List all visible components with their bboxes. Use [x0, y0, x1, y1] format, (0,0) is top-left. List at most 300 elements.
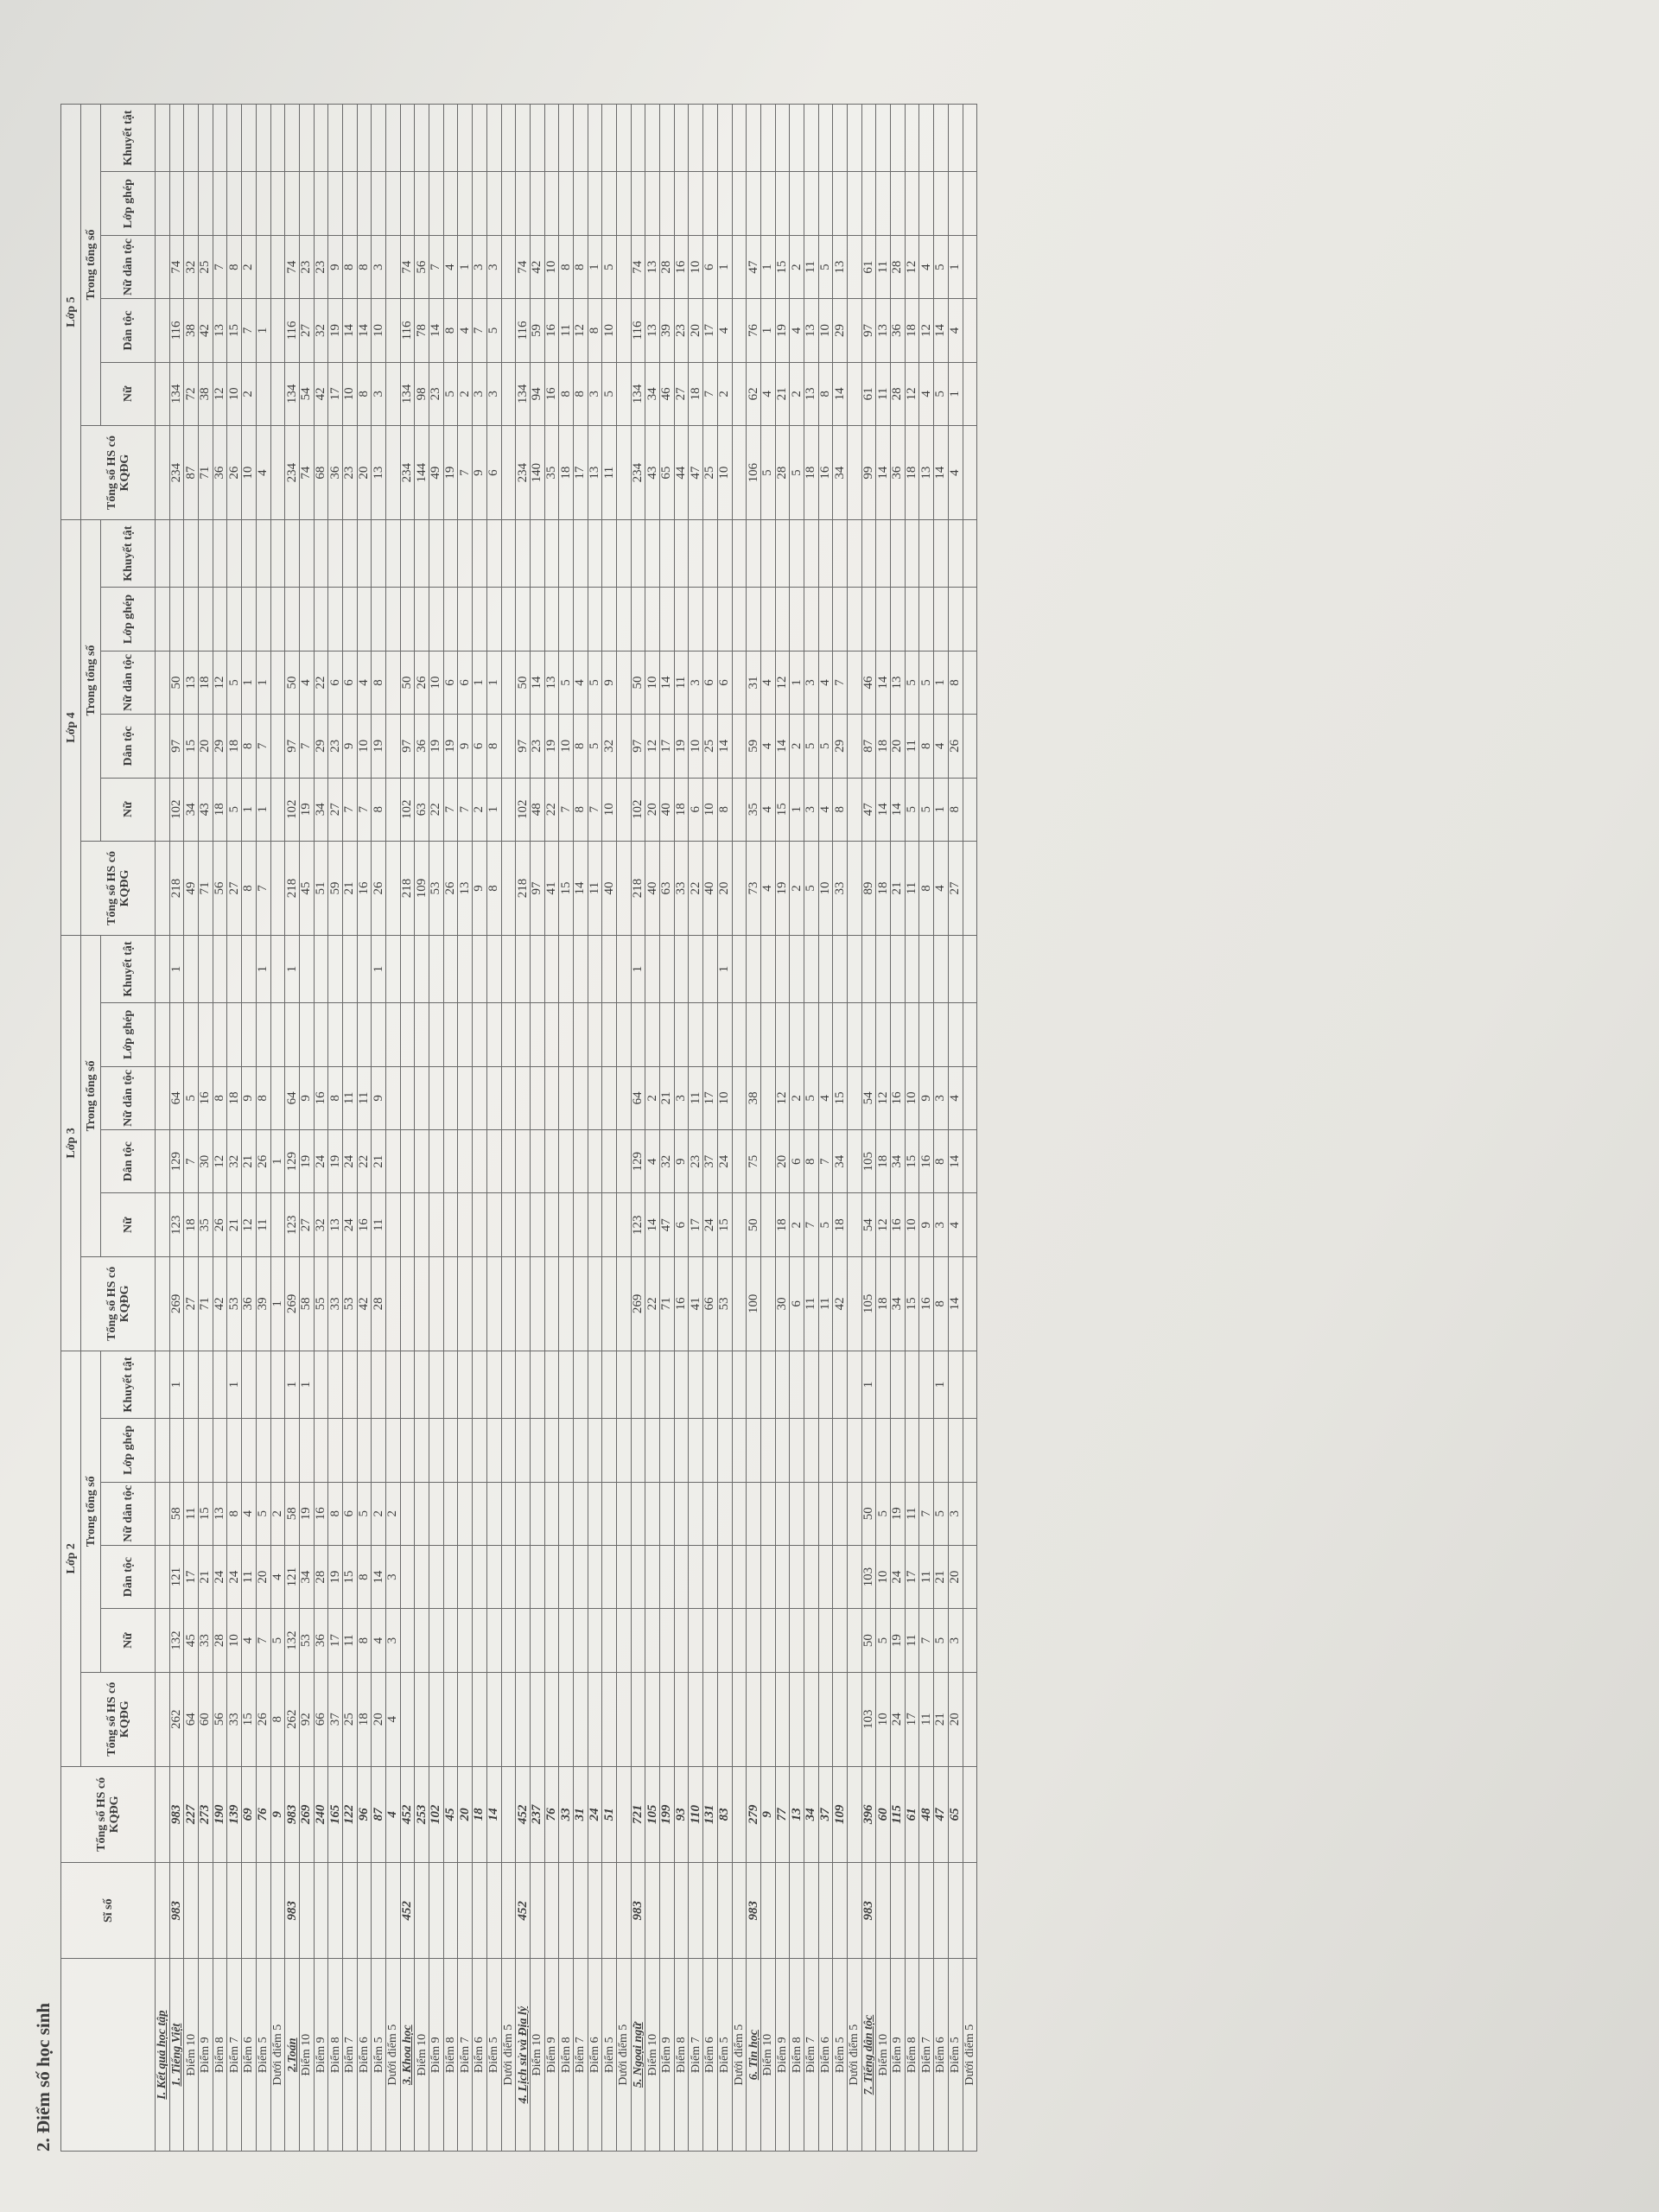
data-cell — [804, 1003, 818, 1066]
total-cell: 33 — [559, 1766, 574, 1862]
table-row — [473, 105, 487, 2152]
table-row — [617, 105, 632, 2152]
data-cell — [703, 1545, 718, 1608]
data-cell: 4 — [357, 651, 372, 714]
table-row — [328, 105, 343, 2152]
data-cell — [285, 520, 300, 588]
data-cell — [848, 426, 862, 520]
data-cell — [415, 1130, 429, 1193]
si-so-cell — [429, 1863, 444, 1959]
row-label: I. Kết quả học tập — [156, 1959, 170, 2152]
data-cell — [617, 362, 632, 425]
data-cell — [818, 935, 833, 1002]
data-cell — [357, 1419, 372, 1482]
data-cell — [473, 1066, 487, 1129]
data-cell — [559, 1193, 574, 1256]
data-cell: 34 — [299, 1545, 314, 1608]
data-cell — [270, 235, 285, 298]
data-cell: 61 — [861, 235, 876, 298]
data-cell — [443, 1066, 458, 1129]
data-cell — [443, 588, 458, 651]
data-cell: 12 — [213, 1130, 227, 1193]
data-cell — [372, 105, 386, 172]
data-cell: 4 — [934, 842, 949, 936]
data-cell — [732, 426, 747, 520]
si-so-cell — [963, 1863, 977, 1959]
data-cell: 15 — [559, 842, 574, 936]
data-cell: 14 — [934, 426, 949, 520]
data-cell — [400, 1482, 415, 1545]
data-cell — [386, 778, 401, 841]
data-cell: 54 — [861, 1066, 876, 1129]
data-cell: 89 — [861, 842, 876, 936]
data-cell — [717, 1351, 732, 1418]
data-cell — [747, 1482, 761, 1545]
data-cell — [256, 362, 270, 425]
table-row — [357, 105, 372, 2152]
data-cell: 20 — [645, 778, 660, 841]
data-cell: 29 — [833, 299, 848, 362]
data-cell — [848, 1482, 862, 1545]
data-cell: 16 — [674, 235, 689, 298]
table-row — [270, 105, 285, 2152]
si-so-cell — [573, 1863, 588, 1959]
data-cell: 9 — [458, 715, 473, 778]
data-cell — [631, 588, 645, 651]
data-cell — [848, 1066, 862, 1129]
data-cell: 42 — [213, 1256, 227, 1351]
data-cell: 64 — [285, 1066, 300, 1129]
data-cell: 5 — [602, 235, 617, 298]
data-cell: 12 — [919, 299, 934, 362]
data-cell: 15 — [199, 1482, 213, 1545]
data-cell — [516, 520, 531, 588]
data-cell: 53 — [227, 1256, 242, 1351]
data-cell — [645, 1609, 660, 1672]
data-cell — [227, 520, 242, 588]
data-cell: 10 — [602, 299, 617, 362]
row-label: Điểm 6 — [934, 1959, 949, 2152]
data-cell: 16 — [818, 426, 833, 520]
data-cell: 10 — [544, 235, 559, 298]
data-cell: 41 — [544, 842, 559, 936]
data-cell — [270, 1066, 285, 1129]
data-cell — [588, 588, 602, 651]
data-cell: 99 — [861, 426, 876, 520]
data-cell: 14 — [948, 1256, 963, 1351]
data-cell — [429, 105, 444, 172]
data-cell — [631, 105, 645, 172]
data-cell: 6 — [342, 1482, 357, 1545]
data-cell — [948, 935, 963, 1002]
data-cell — [501, 235, 516, 298]
data-cell: 16 — [199, 1066, 213, 1129]
data-cell: 1 — [948, 362, 963, 425]
total-cell: 60 — [876, 1766, 891, 1862]
data-cell — [876, 1351, 891, 1418]
data-cell — [760, 105, 775, 172]
data-cell: 3 — [473, 235, 487, 298]
data-cell — [256, 588, 270, 651]
table-row — [199, 105, 213, 2152]
data-cell: 27 — [299, 1193, 314, 1256]
data-cell — [760, 1003, 775, 1066]
data-cell — [486, 1419, 501, 1482]
data-cell — [790, 1351, 804, 1418]
data-cell — [631, 1672, 645, 1766]
data-cell — [357, 1351, 372, 1418]
data-cell: 5 — [919, 778, 934, 841]
table-row — [156, 105, 170, 2152]
data-cell: 10 — [905, 1193, 919, 1256]
data-cell: 4 — [299, 651, 314, 714]
data-cell — [717, 1545, 732, 1608]
total-cell: 13 — [790, 1766, 804, 1862]
data-cell — [415, 1066, 429, 1129]
data-cell: 22 — [645, 1256, 660, 1351]
si-so-cell — [156, 1863, 170, 1959]
data-cell: 24 — [717, 1130, 732, 1193]
data-cell — [270, 1419, 285, 1482]
data-cell: 8 — [256, 1066, 270, 1129]
data-cell — [631, 1482, 645, 1545]
header-dan-toc: Dân tộc — [101, 715, 156, 778]
data-cell — [775, 1003, 790, 1066]
data-cell: 11 — [342, 1609, 357, 1672]
data-cell: 11 — [342, 1066, 357, 1129]
data-cell — [458, 1419, 473, 1482]
data-cell — [386, 935, 401, 1002]
data-cell — [516, 1351, 531, 1418]
data-cell: 6 — [473, 715, 487, 778]
data-cell — [804, 1609, 818, 1672]
data-cell: 1 — [631, 935, 645, 1002]
data-cell — [660, 935, 675, 1002]
row-label: 2.Toán — [285, 1959, 300, 2152]
data-cell: 7 — [256, 1609, 270, 1672]
data-cell — [156, 1003, 170, 1066]
data-cell: 56 — [213, 1672, 227, 1766]
data-cell — [775, 172, 790, 235]
data-cell — [732, 715, 747, 778]
data-cell — [386, 299, 401, 362]
total-cell: 237 — [530, 1766, 544, 1862]
data-cell: 269 — [631, 1256, 645, 1351]
total-cell: 452 — [400, 1766, 415, 1862]
data-cell — [573, 588, 588, 651]
header-trong-tong-so: Trong tổng số — [81, 1351, 101, 1672]
header-nu-dan-toc: Nữ dân tộc — [101, 235, 156, 298]
data-cell: 21 — [227, 1193, 242, 1256]
data-cell — [602, 520, 617, 588]
data-cell — [443, 935, 458, 1002]
data-cell: 74 — [631, 235, 645, 298]
data-cell — [328, 935, 343, 1002]
data-cell — [818, 588, 833, 651]
data-cell: 7 — [242, 299, 257, 362]
data-cell — [660, 1482, 675, 1545]
data-cell — [588, 1003, 602, 1066]
data-cell: 4 — [760, 778, 775, 841]
data-cell — [400, 1193, 415, 1256]
data-cell — [790, 520, 804, 588]
data-cell — [703, 1672, 718, 1766]
total-cell: 48 — [919, 1766, 934, 1862]
row-label: Dưới điểm 5 — [386, 1959, 401, 2152]
data-cell: 7 — [299, 715, 314, 778]
data-cell — [544, 1193, 559, 1256]
data-cell: 11 — [602, 426, 617, 520]
data-cell — [645, 172, 660, 235]
data-cell: 7 — [703, 362, 718, 425]
data-cell — [717, 1609, 732, 1672]
data-cell — [486, 935, 501, 1002]
data-cell — [617, 299, 632, 362]
data-cell: 19 — [328, 299, 343, 362]
data-cell: 8 — [357, 1545, 372, 1608]
data-cell: 6 — [328, 651, 343, 714]
data-cell — [588, 1351, 602, 1418]
data-cell — [760, 1066, 775, 1129]
data-cell — [703, 1609, 718, 1672]
data-cell — [443, 1672, 458, 1766]
data-cell — [848, 520, 862, 588]
data-cell: 3 — [372, 235, 386, 298]
data-cell — [270, 778, 285, 841]
data-cell — [833, 1351, 848, 1418]
header-khuyet-tat: Khuyết tật — [101, 520, 156, 588]
data-cell: 5 — [486, 299, 501, 362]
data-cell: 32 — [314, 299, 328, 362]
row-label: 3. Khoa học — [400, 1959, 415, 2152]
si-so-cell — [473, 1863, 487, 1959]
data-cell — [660, 520, 675, 588]
data-cell — [674, 935, 689, 1002]
data-cell: 10 — [689, 715, 703, 778]
data-cell: 25 — [342, 1672, 357, 1766]
data-cell: 35 — [544, 426, 559, 520]
data-cell: 36 — [242, 1256, 257, 1351]
data-cell: 26 — [443, 842, 458, 936]
data-cell: 12 — [876, 1193, 891, 1256]
table-row — [848, 105, 862, 2152]
row-label: Điểm 5 — [486, 1959, 501, 2152]
data-cell: 6 — [790, 1130, 804, 1193]
data-cell — [372, 1003, 386, 1066]
data-cell: 1 — [299, 1351, 314, 1418]
data-cell — [544, 105, 559, 172]
data-cell: 4 — [270, 1545, 285, 1608]
data-cell: 23 — [530, 715, 544, 778]
table-row — [400, 105, 415, 2152]
data-cell: 28 — [891, 235, 906, 298]
data-cell: 4 — [818, 1066, 833, 1129]
data-cell: 8 — [486, 842, 501, 936]
data-cell — [573, 1609, 588, 1672]
data-cell: 24 — [891, 1672, 906, 1766]
data-cell: 7 — [429, 235, 444, 298]
data-cell — [156, 778, 170, 841]
data-cell: 74 — [400, 235, 415, 298]
total-cell — [617, 1766, 632, 1862]
data-cell — [617, 235, 632, 298]
data-cell: 102 — [285, 778, 300, 841]
row-label: Điểm 7 — [458, 1959, 473, 2152]
data-cell: 64 — [631, 1066, 645, 1129]
data-cell — [314, 520, 328, 588]
data-cell — [818, 1609, 833, 1672]
data-cell — [328, 588, 343, 651]
data-cell — [530, 1066, 544, 1129]
data-cell — [501, 935, 516, 1002]
data-cell — [184, 1003, 199, 1066]
data-cell: 7 — [473, 299, 487, 362]
data-cell: 134 — [400, 362, 415, 425]
data-cell — [429, 1130, 444, 1193]
data-cell: 16 — [919, 1130, 934, 1193]
header-lop-ghep: Lớp ghép — [101, 172, 156, 235]
row-label: Điểm 6 — [357, 1959, 372, 2152]
data-cell: 8 — [372, 778, 386, 841]
data-cell — [617, 520, 632, 588]
data-cell — [256, 235, 270, 298]
row-label: Điểm 10 — [760, 1959, 775, 2152]
row-label: 4. Lịch sử và Địa lý — [516, 1959, 531, 2152]
data-cell: 13 — [876, 299, 891, 362]
data-cell: 14 — [357, 299, 372, 362]
data-cell — [270, 426, 285, 520]
data-cell: 29 — [833, 715, 848, 778]
data-cell — [732, 1256, 747, 1351]
data-cell — [156, 842, 170, 936]
data-cell — [256, 172, 270, 235]
data-cell: 3 — [386, 1545, 401, 1608]
data-cell: 4 — [458, 299, 473, 362]
data-cell: 11 — [876, 235, 891, 298]
data-cell — [804, 1419, 818, 1482]
data-cell — [501, 1351, 516, 1418]
data-cell — [934, 520, 949, 588]
data-cell: 28 — [213, 1609, 227, 1672]
data-cell — [415, 520, 429, 588]
row-label: 7. Tiếng dân tộc — [861, 1959, 876, 2152]
data-cell — [631, 1003, 645, 1066]
data-cell: 9 — [919, 1193, 934, 1256]
data-cell — [544, 1419, 559, 1482]
data-cell — [804, 1545, 818, 1608]
total-cell: 9 — [760, 1766, 775, 1862]
data-cell — [760, 1193, 775, 1256]
data-cell: 1 — [169, 1351, 184, 1418]
table-row — [184, 105, 199, 2152]
data-cell: 22 — [357, 1130, 372, 1193]
data-cell: 27 — [299, 299, 314, 362]
data-cell: 3 — [372, 362, 386, 425]
data-cell — [473, 588, 487, 651]
data-cell: 8 — [934, 1256, 949, 1351]
data-cell: 4 — [242, 1609, 257, 1672]
data-cell: 8 — [833, 778, 848, 841]
data-cell: 10 — [372, 299, 386, 362]
data-cell — [386, 235, 401, 298]
header-lop-ghep: Lớp ghép — [101, 1003, 156, 1066]
data-cell — [747, 520, 761, 588]
data-cell: 10 — [689, 235, 703, 298]
data-cell — [400, 105, 415, 172]
row-label: Dưới điểm 5 — [963, 1959, 977, 2152]
data-cell: 10 — [703, 778, 718, 841]
si-so-cell: 983 — [285, 1863, 300, 1959]
data-cell — [760, 935, 775, 1002]
data-cell: 19 — [299, 1130, 314, 1193]
data-cell — [415, 105, 429, 172]
header-trong-tong-so: Trong tổng số — [81, 520, 101, 842]
data-cell — [645, 588, 660, 651]
si-so-cell — [559, 1863, 574, 1959]
data-cell: 53 — [342, 1256, 357, 1351]
data-cell — [674, 172, 689, 235]
data-cell — [530, 1672, 544, 1766]
data-cell: 11 — [184, 1482, 199, 1545]
data-cell: 4 — [948, 426, 963, 520]
data-cell: 10 — [876, 1545, 891, 1608]
data-cell — [443, 1193, 458, 1256]
data-cell — [818, 1003, 833, 1066]
data-cell — [516, 1672, 531, 1766]
row-label: Dưới điểm 5 — [617, 1959, 632, 2152]
total-cell: 45 — [443, 1766, 458, 1862]
data-cell: 132 — [169, 1609, 184, 1672]
data-cell — [486, 1003, 501, 1066]
data-cell: 11 — [804, 235, 818, 298]
data-cell: 8 — [804, 1130, 818, 1193]
data-cell — [818, 1672, 833, 1766]
data-cell — [963, 778, 977, 841]
data-cell — [169, 172, 184, 235]
data-cell — [530, 105, 544, 172]
data-cell: 28 — [372, 1256, 386, 1351]
data-cell — [588, 1419, 602, 1482]
si-so-cell — [199, 1863, 213, 1959]
data-cell — [963, 842, 977, 936]
data-cell: 58 — [285, 1482, 300, 1545]
data-cell — [602, 1193, 617, 1256]
data-cell: 5 — [905, 651, 919, 714]
data-cell — [703, 105, 718, 172]
data-cell — [429, 1419, 444, 1482]
data-cell: 11 — [919, 1545, 934, 1608]
row-label: Điểm 6 — [703, 1959, 718, 2152]
row-label: Điểm 7 — [342, 1959, 357, 2152]
data-cell: 3 — [386, 1609, 401, 1672]
data-cell — [559, 1003, 574, 1066]
data-cell — [400, 1672, 415, 1766]
data-cell — [270, 935, 285, 1002]
si-so-cell — [818, 1863, 833, 1959]
data-cell: 7 — [443, 778, 458, 841]
data-cell — [299, 520, 314, 588]
data-cell — [443, 172, 458, 235]
data-cell: 4 — [760, 715, 775, 778]
data-cell: 20 — [891, 715, 906, 778]
data-cell: 218 — [631, 842, 645, 936]
data-cell: 102 — [400, 778, 415, 841]
data-cell: 23 — [299, 235, 314, 298]
data-cell — [530, 1003, 544, 1066]
data-cell — [818, 1351, 833, 1418]
data-cell — [299, 935, 314, 1002]
table-row — [747, 105, 761, 2152]
